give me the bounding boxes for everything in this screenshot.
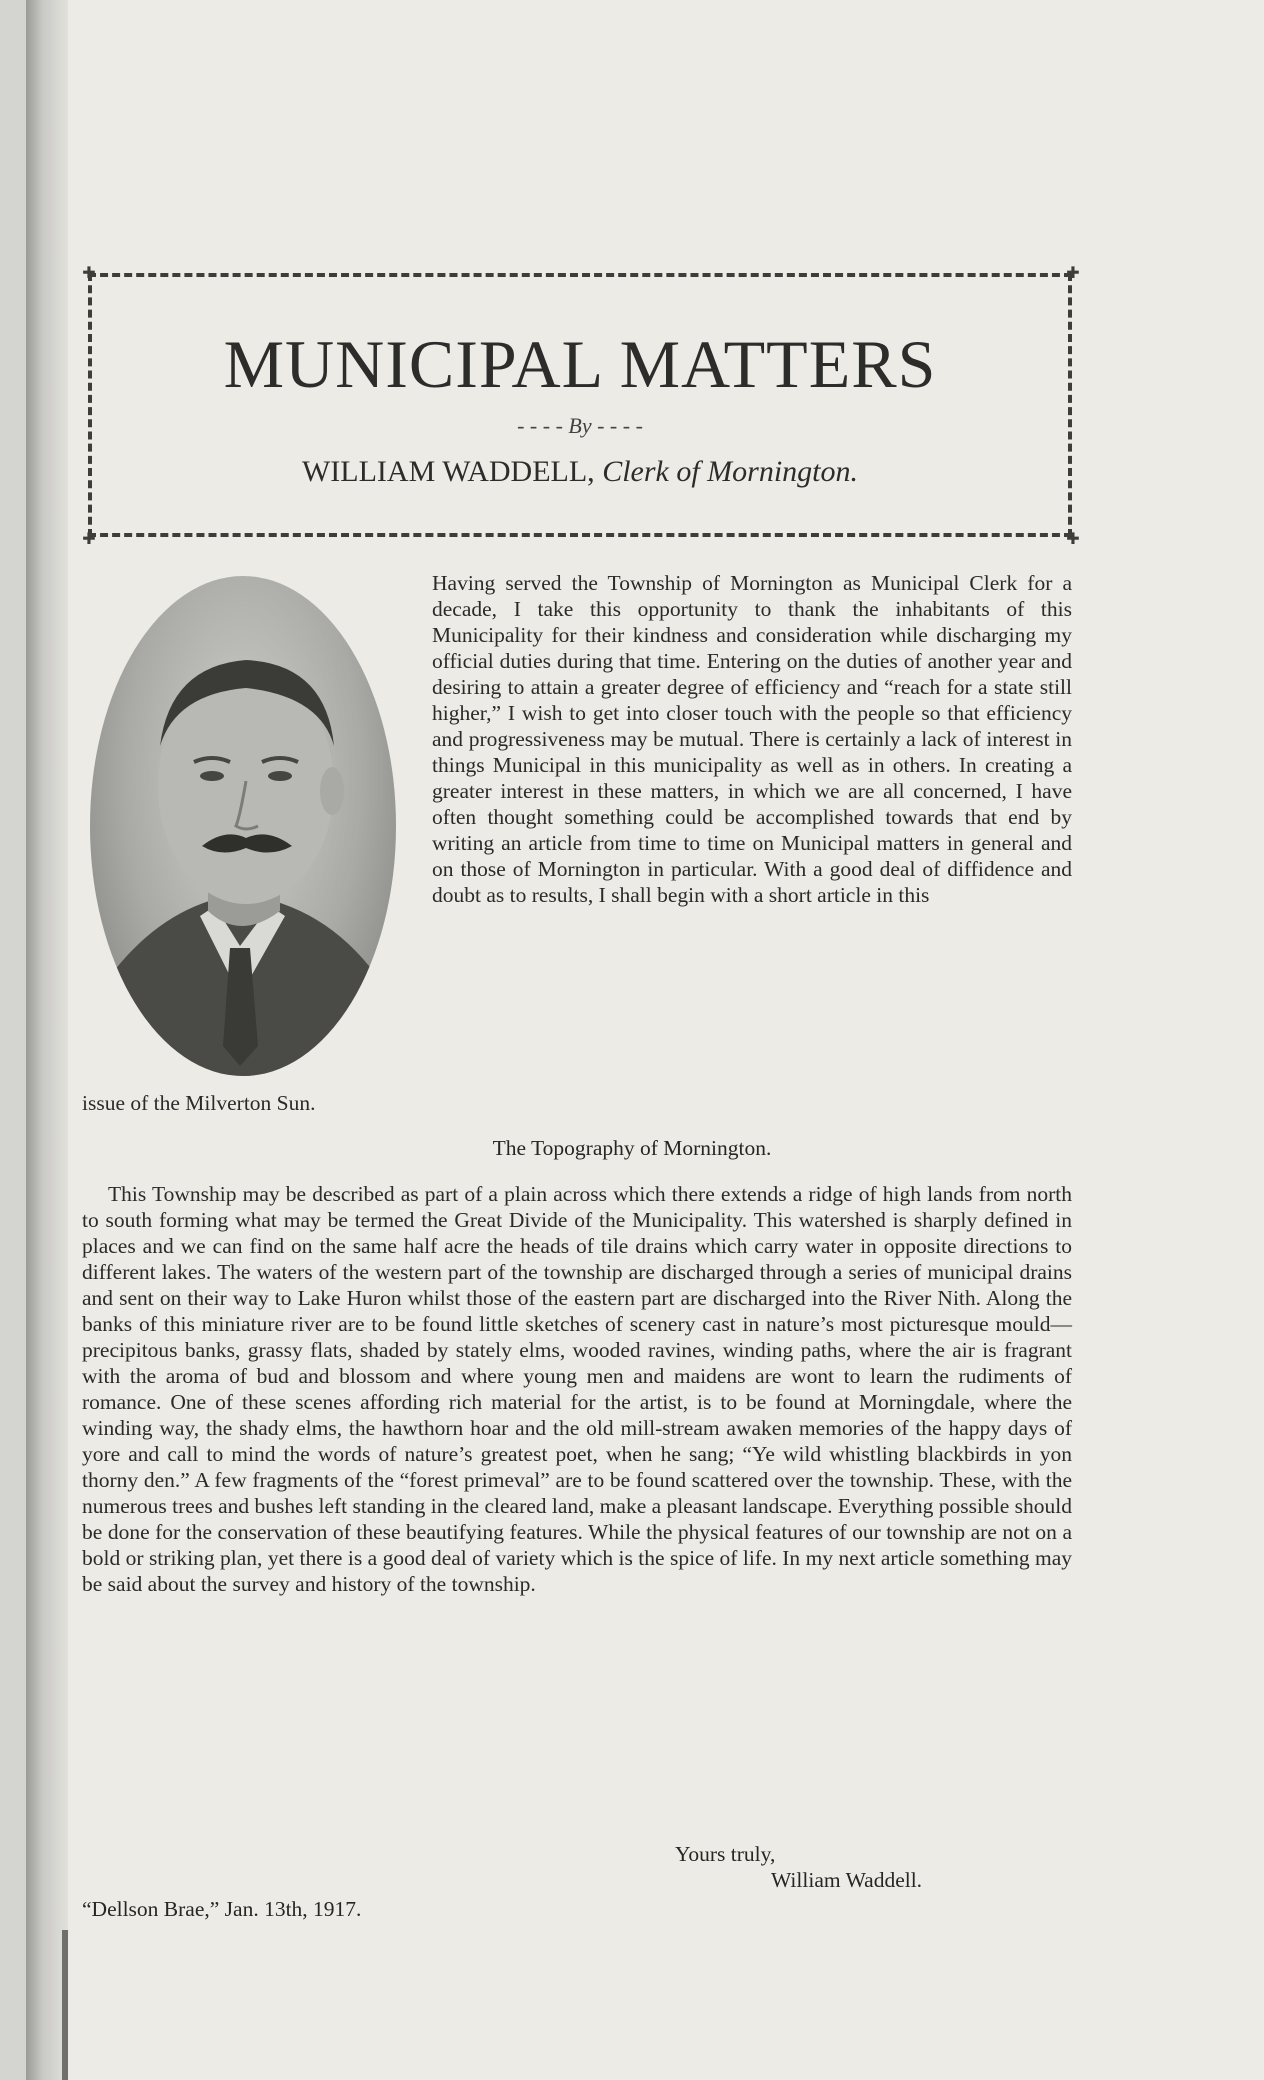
dateline: “Dellson Brae,” Jan. 13th, 1917. xyxy=(82,1897,362,1921)
section-heading: The Topography of Mornington. xyxy=(492,1136,772,1160)
corner-ornament-icon: ✚ xyxy=(1066,263,1080,282)
portrait-photo-icon xyxy=(90,576,396,1076)
corner-ornament-icon: ✚ xyxy=(82,529,96,548)
closing-salutation: Yours truly, xyxy=(675,1842,776,1866)
frame-top-border xyxy=(88,273,1072,277)
main-paragraph: This Township may be described as part of a plain across which there extends a ridge of high lands from north to south forming what may be termed the Great Divide of the Municipality. This watershed is sharply defined in places and we can find on the same half acre the heads of tile drains which carry water in opposite directions to different lakes. The waters of the western part of the township are discharged through a series of municipal drains and sent on their way to Lake Huron whilst those of the eastern part are discharged into the River Nith. Along the banks of this miniature river are to be found little sketches of scenery cast in nature’s most picturesque mould—precipitous banks, grassy flats, shaded by stately elms, wooded ravines, winding paths, where the air is fragrant with the aroma of bud and blossom and where young men and maidens are wont to learn the rudiments of romance. One of these scenes affording rich material for the artist, is to be found at Morningdale, where the winding way, the shady elms, the hawthorn hoar and the old mill-stream awaken memories of the happy days of yore and call to mind the words of nature’s greatest poet, when he sang; “Ye wild whistling blackbirds in yon thorny den.” A few fragments of the “forest primeval” are to be found scattered over the township. These, with the numerous trees and bushes left standing in the cleared land, make a pleasant landscape. Everything possible should be done for the conservation of these beautifying features. While the physical features of our township are not on a bold or striking plan, yet there is a good deal of variety which is the spice of life. In my next article something may be said about the survey and history of the township. xyxy=(82,1182,1072,1596)
signature: William Waddell. xyxy=(771,1868,923,1892)
corner-ornament-icon: ✚ xyxy=(82,263,96,282)
author-line xyxy=(88,455,1072,489)
title-frame xyxy=(82,263,1080,548)
intro-paragraph: Having served the Township of Mornington as Municipal Clerk for a decade, I take this opportunity to thank the inhabitants of this Municipality for their kindness and consideration while discharging my official duties during that time. Entering on the duties of another year and desiring to attain a greater degree of efficiency and “reach for a state still higher,” I wish to get into closer touch with the people so that efficiency and progressiveness may be mutual. There is certainly a lack of interest in things Municipal in this municipality as well as in others. In creating a greater interest in these matters, in which we are all concerned, I have often thought something could be accomplished towards that end by writing an article from time to time on Municipal matters in general and on those of Mornington in particular. With a good deal of diffidence and doubt as to results, I shall begin with a short article in this xyxy=(432,571,1072,907)
binding-thread xyxy=(62,1930,68,2080)
page-binding xyxy=(26,0,68,2080)
author-portrait xyxy=(90,576,396,1076)
frame-right-border xyxy=(1068,273,1072,537)
author-title: Clerk of Mornington. xyxy=(602,455,859,488)
frame-left-border xyxy=(88,273,92,537)
author-name: WILLIAM WADDELL, xyxy=(301,455,595,488)
corner-ornament-icon: ✚ xyxy=(1066,529,1080,548)
frame-bottom-border xyxy=(88,533,1072,537)
article-title: MUNICIPAL MATTERS xyxy=(223,326,937,402)
intro-paragraph-tail: issue of the Milverton Sun. xyxy=(82,1091,316,1115)
by-line: - - - - By - - - - xyxy=(517,413,643,438)
